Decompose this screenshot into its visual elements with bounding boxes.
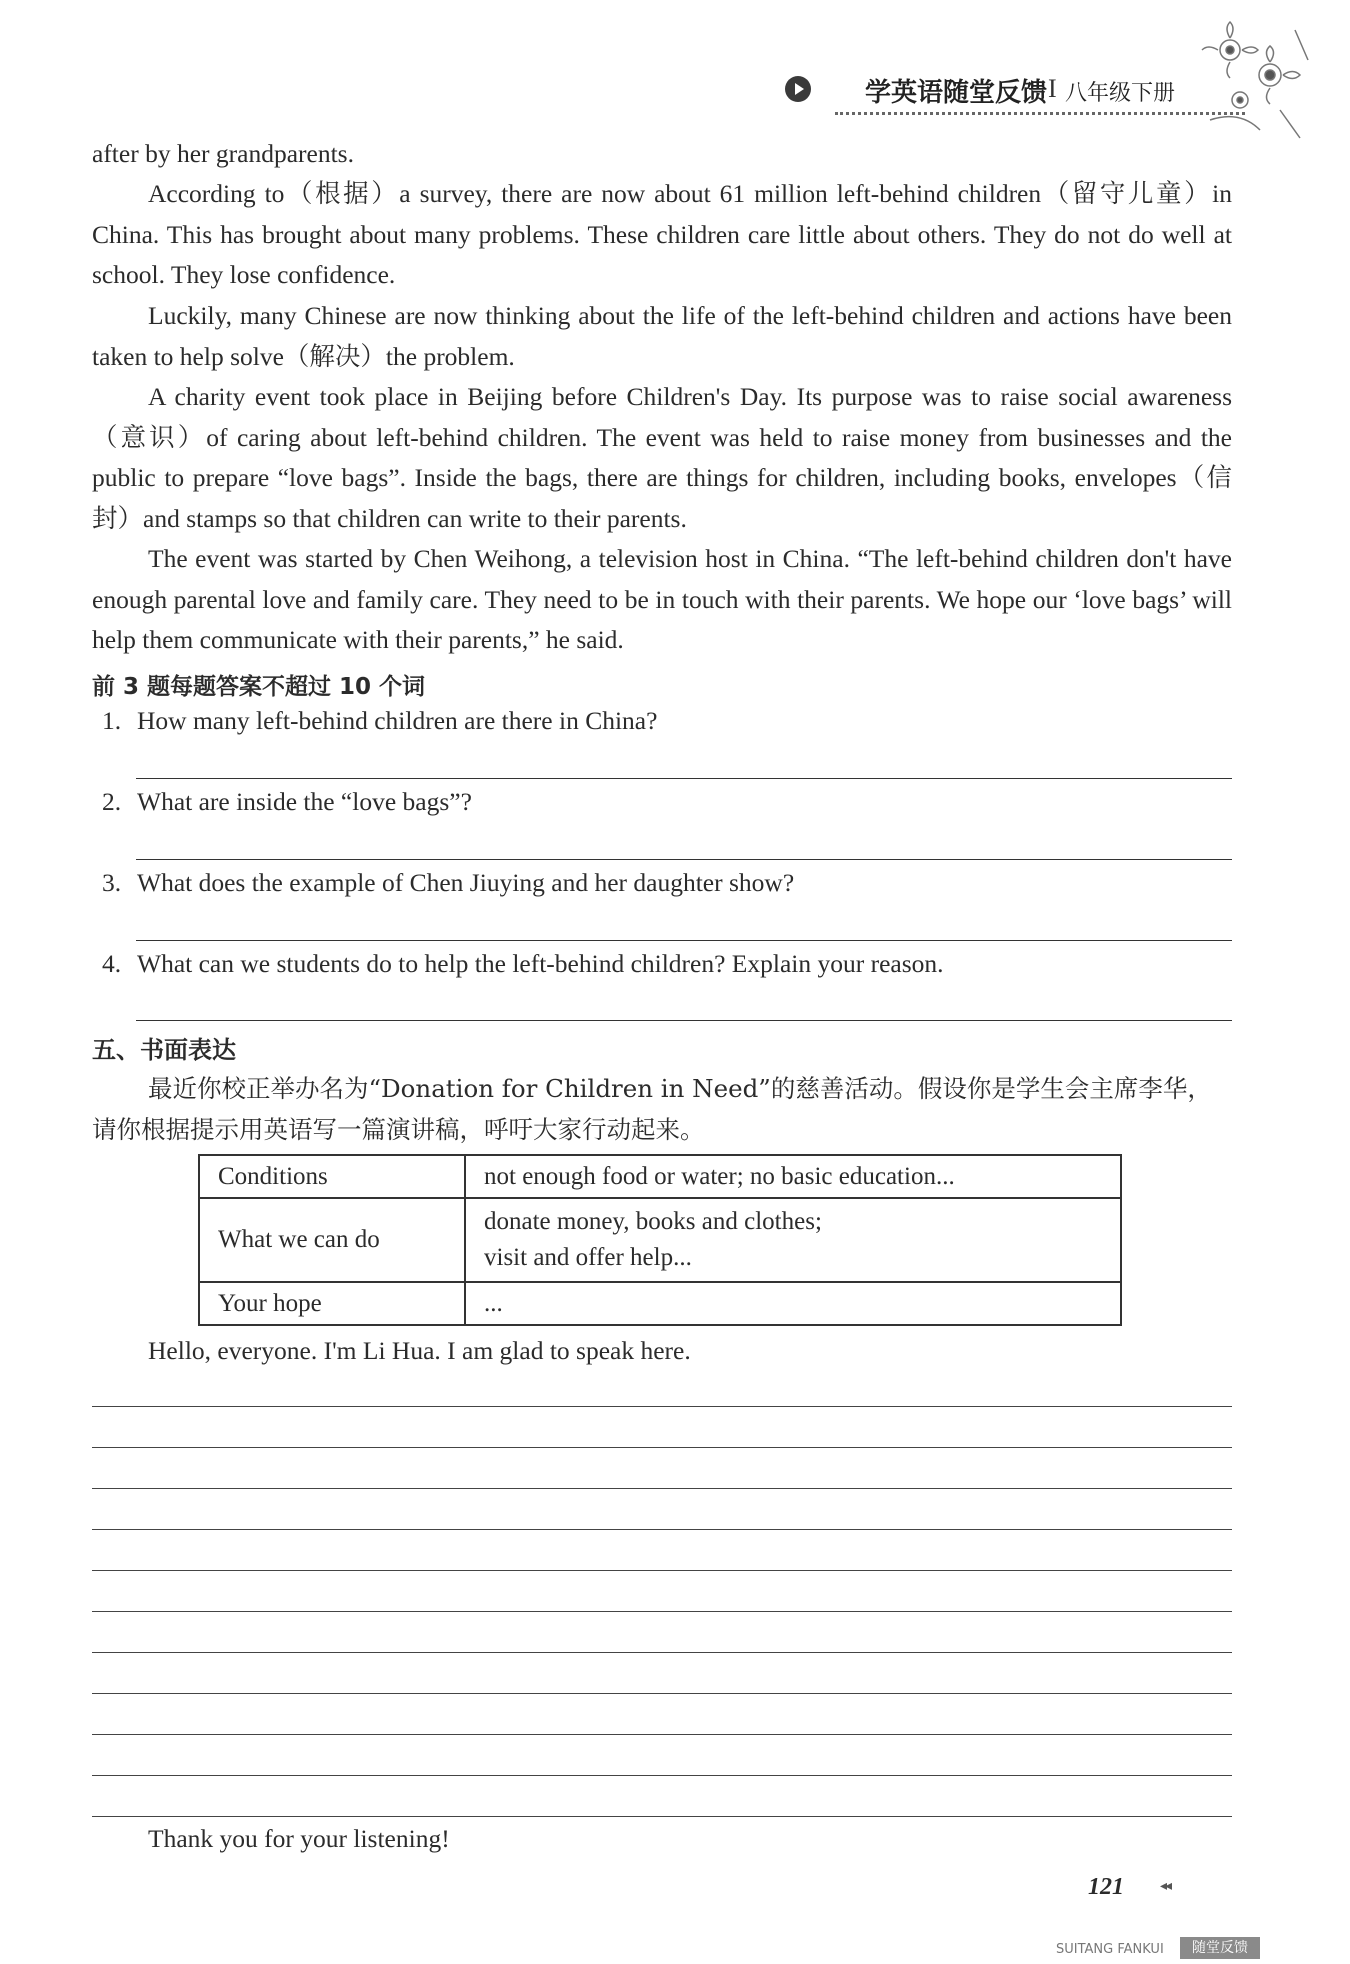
answer-line-2[interactable] [136, 859, 1232, 860]
answer-line-1[interactable] [136, 778, 1232, 779]
question-text: How many left-behind children are there in China? [137, 706, 658, 735]
book-title: 学英语随堂反馈 [865, 78, 1048, 108]
table-row [199, 1198, 1121, 1282]
grade-label: 八年级下册 [1065, 81, 1176, 106]
table-content-line: donate money, books and clothes; [484, 1208, 822, 1235]
question-text: What does the example of Chen Jiuying and her daughter show? [137, 868, 795, 897]
passage-paragraph-2: Luckily, many Chinese are now thinking about the life of the left-behind children and actions have been taken to help solve（解决）the problem. [92, 301, 1232, 371]
writing-line[interactable] [92, 1611, 1232, 1612]
table-label: Conditions [199, 1155, 465, 1198]
table-content: ... [465, 1282, 1121, 1325]
table-row [199, 1155, 1121, 1198]
section-title: 五、书面表达 [92, 1036, 236, 1064]
writing-line[interactable] [92, 1734, 1232, 1735]
writing-line[interactable] [92, 1488, 1232, 1489]
question-number: 2. [102, 787, 122, 816]
double-arrow-left-icon: ◂◂ [1160, 1879, 1171, 1894]
question-text: What are inside the “love bags”? [137, 787, 472, 816]
writing-line[interactable] [92, 1775, 1232, 1776]
writing-line[interactable] [92, 1529, 1232, 1530]
question-number: 3. [102, 868, 122, 897]
question-instruction: 前 3 题每题答案不超过 10 个词 [92, 674, 426, 700]
prompt-table [198, 1154, 1122, 1326]
question-text: What can we students do to help the left-behind children? Explain your reason. [137, 949, 944, 978]
header-separator: I [1048, 74, 1057, 103]
writing-line[interactable] [92, 1406, 1232, 1407]
footer-brand-badge: 随堂反馈 [1180, 1937, 1260, 1959]
writing-task: 最近你校正举办名为“Donation for Children in Need”的慈善活动。假设你是学生会主席李华，请你根据提示用英语写一篇演讲稿，呼吁大家行动起来。 [92, 1074, 1212, 1144]
table-content-line: visit and offer help... [484, 1244, 692, 1271]
table-content [465, 1198, 1121, 1282]
speech-closing: Thank you for your listening! [148, 1824, 450, 1853]
question-number: 1. [102, 706, 122, 735]
footer-brand-en: SUITANG FANKUI [1056, 1942, 1164, 1957]
table-label: Your hope [199, 1282, 465, 1325]
question-3 [102, 868, 794, 898]
table-row [199, 1282, 1121, 1325]
passage-paragraph-0: after by her grandparents. [92, 139, 354, 168]
passage-paragraph-1: According to（根据）a survey, there are now about 61 million left-behind children（留守儿童）in China. This has brought about many problems. These children care little about others. They do not do well at school. They lose confidence. [92, 179, 1232, 289]
passage-paragraph-4: The event was started by Chen Weihong, a television host in China. “The left-behind children don't have enough parental love and family care. They need to be in touch with their parents. We hope our ‘love bags’ will help them communicate with their parents,” he said. [92, 544, 1232, 654]
table-content: not enough food or water; no basic education... [465, 1155, 1121, 1198]
writing-line[interactable] [92, 1816, 1232, 1817]
writing-line[interactable] [92, 1652, 1232, 1653]
question-2 [102, 787, 472, 817]
page-header [780, 72, 1240, 112]
flower-decoration-icon [1200, 20, 1310, 140]
question-number: 4. [102, 949, 122, 978]
passage-paragraph-3: A charity event took place in Beijing before Children's Day. Its purpose was to raise social awareness（意识）of caring about left-behind children. The event was held to raise money from businesses and the public to prepare “love bags”. Inside the bags, there are things for children, including books, envelopes（信封）and stamps so that children can write to their parents. [92, 382, 1232, 533]
speech-greeting: Hello, everyone. I'm Li Hua. I am glad to speak here. [148, 1336, 691, 1365]
answer-line-4[interactable] [136, 1020, 1232, 1021]
writing-line[interactable] [92, 1693, 1232, 1694]
answer-line-3[interactable] [136, 940, 1232, 941]
question-4 [102, 949, 944, 979]
play-icon [785, 76, 811, 102]
writing-line[interactable] [92, 1447, 1232, 1448]
table-label: What we can do [199, 1198, 465, 1282]
page-number: 121 [1088, 1874, 1124, 1900]
question-1 [102, 706, 657, 736]
writing-line[interactable] [92, 1570, 1232, 1571]
header-dotted-rule [835, 112, 1245, 115]
